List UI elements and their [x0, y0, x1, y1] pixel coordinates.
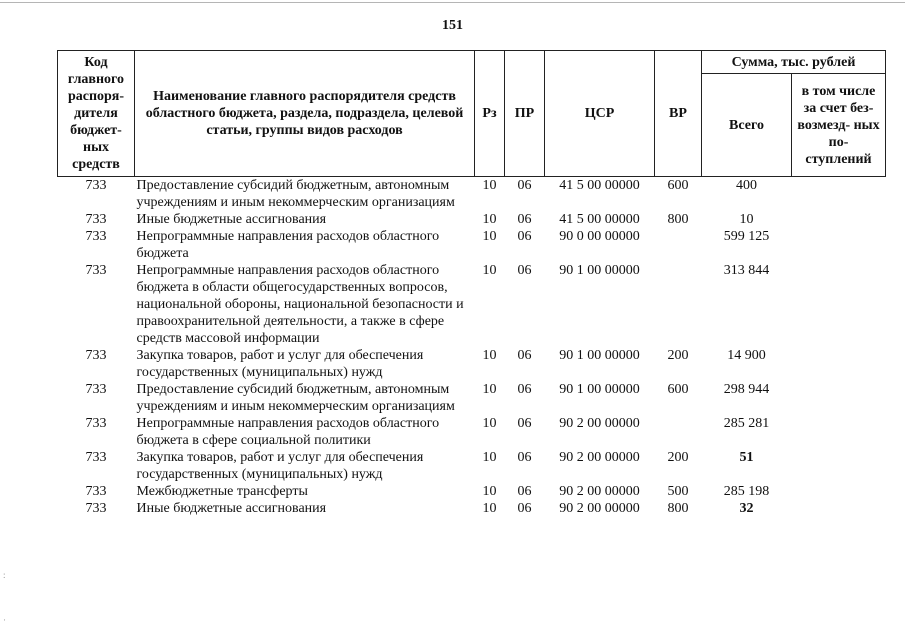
scan-speck: :: [3, 570, 6, 580]
cell-name: Иные бюджетные ассигнования: [136, 212, 327, 227]
table-body: [58, 177, 886, 518]
cell-csr: 90 2 00 00000: [559, 501, 640, 516]
cell-name: Предоставление субсидий бюджетным, автономным учреждениям и иным некоммерческим организациям: [136, 382, 455, 414]
table-row: [58, 347, 886, 381]
cell-vr: 200: [667, 450, 689, 465]
cell-grants: [792, 381, 886, 415]
cell-grants: [792, 177, 886, 212]
cell-vr: [655, 415, 702, 449]
cell-csr: 90 2 00 00000: [559, 484, 640, 499]
scan-speck: ·: [3, 615, 6, 625]
cell-code: 733: [85, 450, 107, 465]
cell-pr: 06: [517, 263, 532, 278]
table-header: [58, 51, 886, 177]
cell-vr: 800: [667, 501, 689, 516]
cell-pr: 06: [517, 450, 532, 465]
header-grants: в том числе за счет без- возмезд- ных по- ступлений: [792, 74, 886, 177]
table-row: [58, 483, 886, 500]
cell-pr: 06: [517, 382, 532, 397]
table-row: [58, 228, 886, 262]
cell-csr: 90 0 00 00000: [559, 229, 640, 244]
cell-code: 733: [85, 212, 107, 227]
cell-code: 733: [85, 416, 107, 431]
top-rule: [0, 2, 905, 3]
cell-vr: 800: [667, 212, 689, 227]
cell-total: 285 281: [723, 416, 770, 431]
cell-rz: 10: [482, 212, 497, 227]
cell-grants: [792, 228, 886, 262]
cell-name: Иные бюджетные ассигнования: [136, 501, 327, 516]
table-row: [58, 415, 886, 449]
cell-name: Непрограммные направления расходов областного бюджета в области общегосударственных вопросов, национальной обороны, национальной безопасности и правоохранительной деятельности, а также в сфере средств массовой информации: [136, 263, 464, 346]
cell-vr: 500: [667, 484, 689, 499]
header-total: Всего: [702, 74, 792, 177]
budget-table: [57, 50, 886, 517]
cell-vr: 600: [667, 382, 689, 397]
cell-rz: 10: [482, 416, 497, 431]
cell-name: Предоставление субсидий бюджетным, автономным учреждениям и иным некоммерческим организациям: [136, 178, 455, 210]
cell-grants: [792, 347, 886, 381]
cell-total: 313 844: [723, 263, 770, 278]
cell-grants: [792, 415, 886, 449]
header-rz: Рз: [475, 51, 505, 177]
cell-total: 298 944: [723, 382, 770, 397]
header-code: Код главного распоря- дителя бюджет- ных средств: [58, 51, 135, 177]
table-row: [58, 211, 886, 228]
cell-rz: 10: [482, 484, 497, 499]
cell-vr: 200: [667, 348, 689, 363]
cell-total: 32: [739, 501, 754, 516]
cell-pr: 06: [517, 501, 532, 516]
table-row: [58, 262, 886, 347]
cell-rz: 10: [482, 348, 497, 363]
cell-pr: 06: [517, 416, 532, 431]
cell-total: 400: [736, 178, 757, 193]
header-pr: ПР: [505, 51, 545, 177]
table-row: [58, 381, 886, 415]
table-row: [58, 177, 886, 212]
cell-csr: 90 1 00 00000: [559, 263, 640, 278]
cell-grants: [792, 211, 886, 228]
cell-name: Непрограммные направления расходов областного бюджета: [136, 229, 440, 261]
cell-rz: 10: [482, 263, 497, 278]
cell-name: Закупка товаров, работ и услуг для обеспечения государственных (муниципальных) нужд: [136, 348, 424, 380]
cell-total: 285 198: [723, 484, 770, 499]
cell-code: 733: [85, 229, 107, 244]
cell-csr: 41 5 00 00000: [559, 178, 640, 193]
cell-csr: 41 5 00 00000: [559, 212, 640, 227]
cell-name: Закупка товаров, работ и услуг для обеспечения государственных (муниципальных) нужд: [136, 450, 424, 482]
cell-rz: 10: [482, 178, 497, 193]
cell-code: 733: [85, 501, 107, 516]
cell-code: 733: [85, 348, 107, 363]
cell-grants: [792, 483, 886, 500]
table-row: [58, 500, 886, 517]
cell-pr: 06: [517, 348, 532, 363]
cell-rz: 10: [482, 450, 497, 465]
cell-rz: 10: [482, 501, 497, 516]
cell-csr: 90 1 00 00000: [559, 348, 640, 363]
cell-rz: 10: [482, 382, 497, 397]
cell-pr: 06: [517, 484, 532, 499]
header-vr: ВР: [655, 51, 702, 177]
header-sum: Сумма, тыс. рублей: [702, 51, 886, 74]
cell-vr: 600: [667, 178, 689, 193]
cell-rz: 10: [482, 229, 497, 244]
cell-grants: [792, 262, 886, 347]
cell-csr: 90 1 00 00000: [559, 382, 640, 397]
cell-total: 51: [739, 450, 754, 465]
header-name: Наименование главного распорядителя средств областного бюджета, раздела, подраздела, целевой статьи, группы видов расходов: [135, 51, 475, 177]
header-csr: ЦСР: [545, 51, 655, 177]
cell-code: 733: [85, 178, 107, 193]
cell-vr: [655, 228, 702, 262]
cell-total: 599 125: [723, 229, 770, 244]
page-number: 151: [442, 18, 463, 33]
cell-vr: [655, 262, 702, 347]
cell-code: 733: [85, 382, 107, 397]
cell-total: 14 900: [727, 348, 766, 363]
cell-pr: 06: [517, 229, 532, 244]
cell-pr: 06: [517, 178, 532, 193]
cell-csr: 90 2 00 00000: [559, 450, 640, 465]
cell-grants: [792, 449, 886, 483]
cell-code: 733: [85, 263, 107, 278]
cell-grants: [792, 500, 886, 517]
cell-code: 733: [85, 484, 107, 499]
cell-csr: 90 2 00 00000: [559, 416, 640, 431]
table-row: [58, 449, 886, 483]
cell-name: Непрограммные направления расходов областного бюджета в сфере социальной политики: [136, 416, 440, 448]
cell-name: Межбюджетные трансферты: [136, 484, 308, 499]
cell-pr: 06: [517, 212, 532, 227]
cell-total: 10: [739, 212, 754, 227]
